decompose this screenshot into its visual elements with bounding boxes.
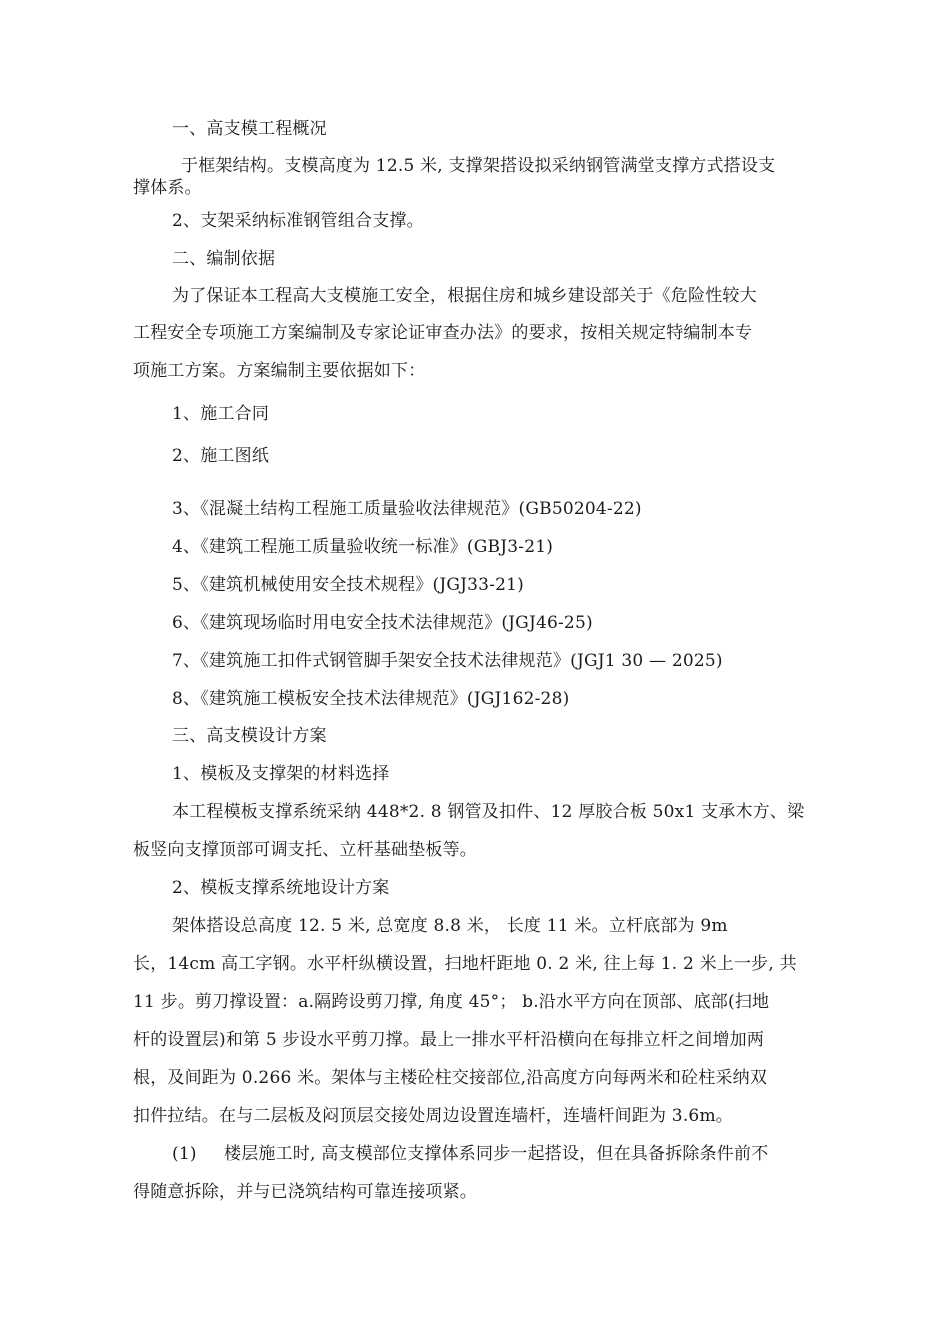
section-3-heading: 三、高支模设计方案 <box>172 726 327 746</box>
basis-item: 3、《混凝土结构工程施工质量验收法律规范》(GB50204-22) <box>172 499 642 519</box>
item-text: 楼层施工时, 高支模部位支撑体系同步一起搭设，但在具备拆除条件前不 <box>224 1144 769 1164</box>
section-3-paragraph-line: 本工程模板支撑系统采纳 448*2. 8 钢管及扣件、12 厚胶合板 50x1 支承木方、梁 <box>172 802 805 822</box>
basis-item: 2、施工图纸 <box>172 446 270 466</box>
section-1-paragraph-line: 于框架结构。支模高度为 12.5 米, 支撑架搭设拟采纳钢管满堂支撑方式搭设支 <box>181 156 776 176</box>
section-3-design-line: 扣件拉结。在与二层板及闷顶层交接处周边设置连墙杆，连墙杆间距为 3.6m。 <box>133 1106 733 1126</box>
section-3-design-line: 11 步。剪刀撑设置：a.隔跨设剪刀撑, 角度 45°； b.沿水平方向在顶部、底部(扫地 <box>133 992 770 1012</box>
basis-item: 1、施工合同 <box>172 404 270 424</box>
section-2-heading: 二、编制依据 <box>172 249 276 269</box>
section-3-design-line: 长，14cm 高工字钢。水平杆纵横设置，扫地杆距地 0. 2 米, 往上每 1. 2 米上一步, 共 <box>133 954 797 974</box>
section-1-heading: 一、高支模工程概况 <box>172 119 327 139</box>
section-3-subheading-1: 1、模板及支撑架的材料选择 <box>172 764 390 784</box>
basis-item: 5、《建筑机械使用安全技术规程》(JGJ33-21) <box>172 575 524 595</box>
section-3-item-1-continuation: 得随意拆除，并与已浇筑结构可靠连接项紧。 <box>133 1182 477 1202</box>
basis-item: 8、《建筑施工模板安全技术法律规范》(JGJ162-28) <box>172 689 570 709</box>
section-3-design-line: 杆的设置层)和第 5 步设水平剪刀撑。最上一排水平杆沿横向在每排立杆之间增加两 <box>133 1030 765 1050</box>
item-number: (1) <box>172 1144 197 1164</box>
basis-item: 7、《建筑施工扣件式钢管脚手架安全技术法律规范》(JGJ1 30 — 2025) <box>172 651 723 671</box>
section-3-design-line: 架体搭设总高度 12. 5 米, 总宽度 8.8 米， 长度 11 米。立杆底部为 9m <box>172 916 728 936</box>
section-2-paragraph-line: 为了保证本工程高大支模施工安全，根据住房和城乡建设部关于《危险性较大 <box>172 286 757 306</box>
section-3-design-line: 根，及间距为 0.266 米。架体与主楼砼柱交接部位,沿高度方向每两米和砼柱采纳双 <box>133 1068 768 1088</box>
section-3-paragraph-line: 板竖向支撑顶部可调支托、立杆基础垫板等。 <box>133 840 477 860</box>
basis-item: 4、《建筑工程施工质量验收统一标准》(GBJ3-21) <box>172 537 554 557</box>
section-2-paragraph-line: 项施工方案。方案编制主要依据如下： <box>133 361 426 381</box>
section-1-item-2: 2、支架采纳标准钢管组合支撑。 <box>172 211 424 231</box>
section-3-item-1 <box>172 1143 768 1165</box>
section-3-subheading-2: 2、模板支撑系统地设计方案 <box>172 878 390 898</box>
section-2-paragraph-line: 工程安全专项施工方案编制及专家论证审查办法》的要求，按相关规定特编制本专 <box>133 323 753 343</box>
section-1-paragraph-line: 撑体系。 <box>133 178 202 198</box>
basis-item: 6、《建筑现场临时用电安全技术法律规范》(JGJ46-25) <box>172 613 593 633</box>
